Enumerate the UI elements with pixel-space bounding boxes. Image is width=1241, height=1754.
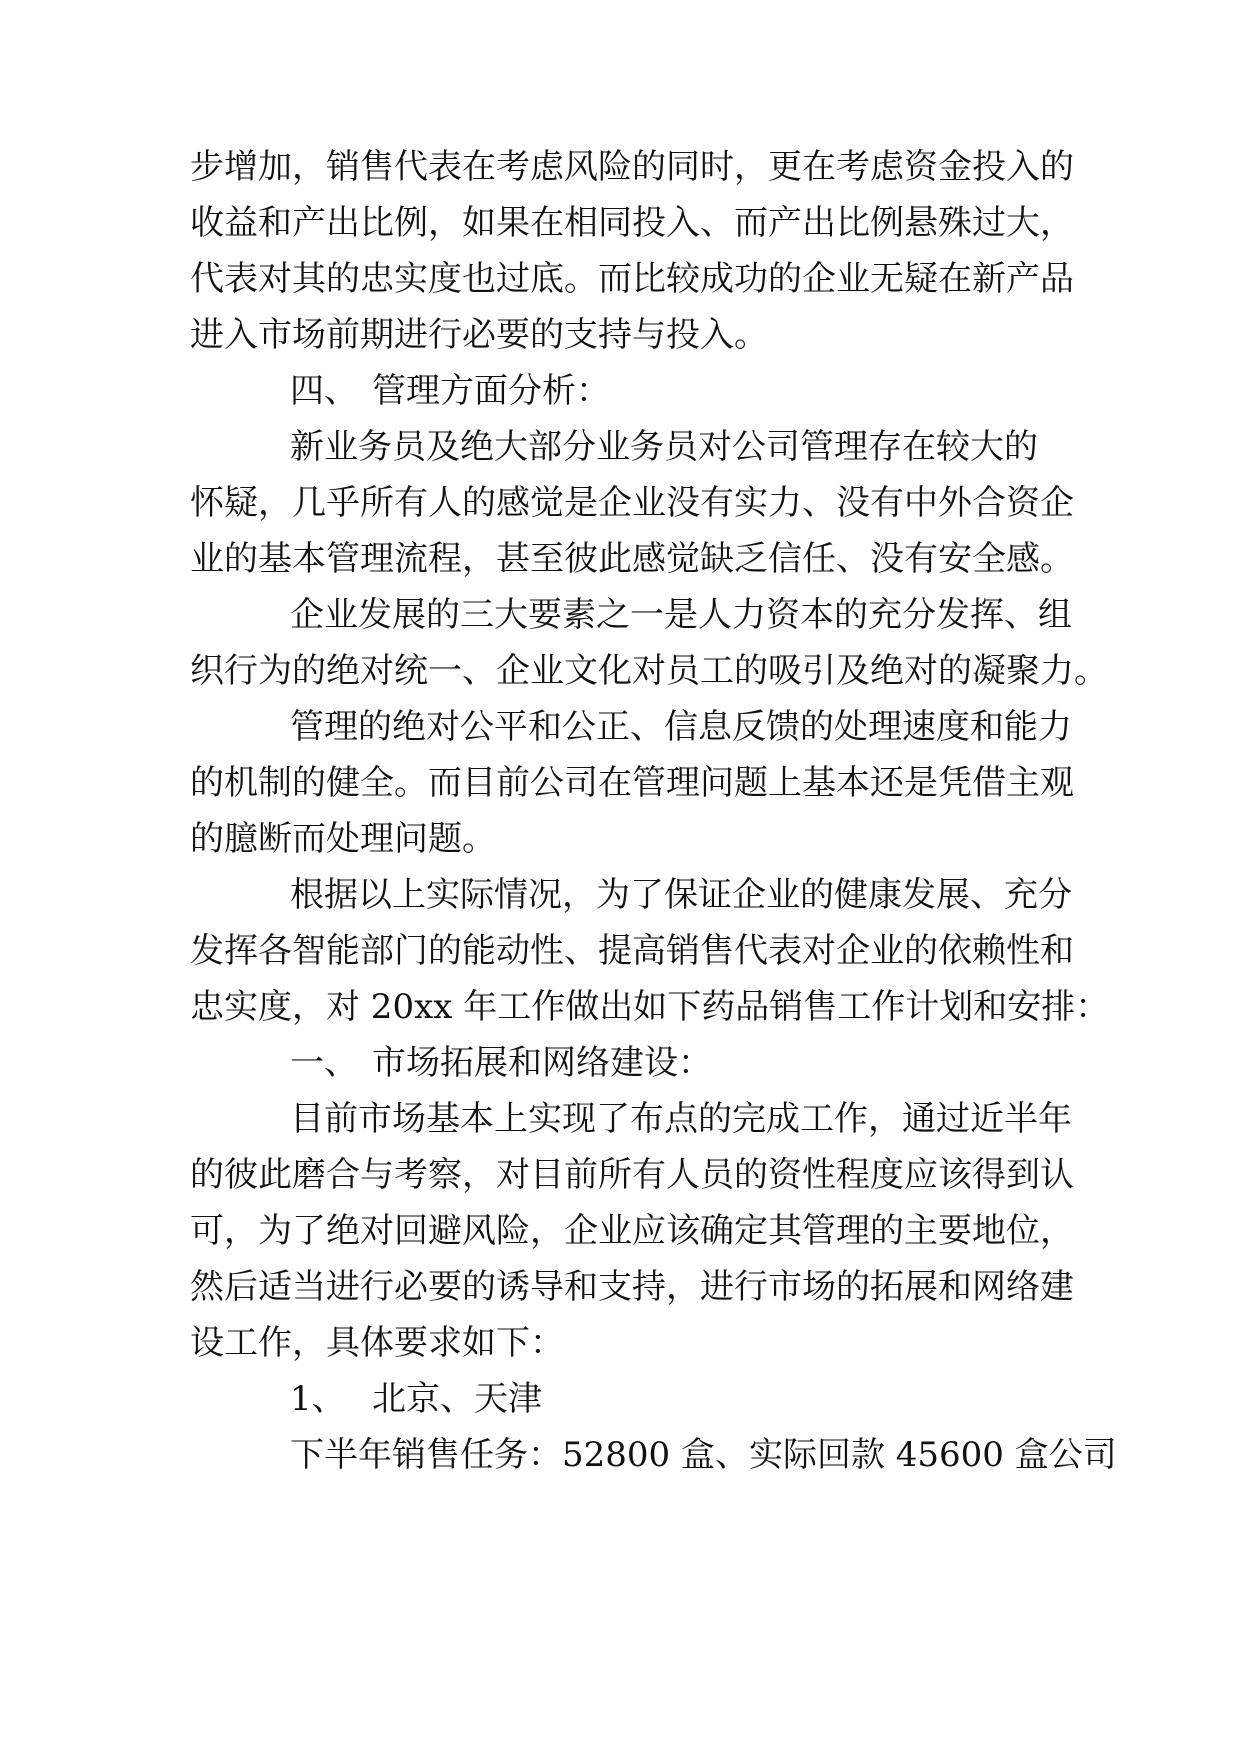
paragraph-line: 的彼此磨合与考察，对目前所有人员的资性程度应该得到认 [190,1155,1074,1195]
paragraph-line: 织行为的绝对统一、企业文化对员工的吸引及绝对的凝聚力。 [190,651,1108,691]
paragraph-line: 发挥各智能部门的能动性、提高销售代表对企业的依赖性和 [190,931,1074,971]
paragraph-line: 设工作，具体要求如下： [190,1323,564,1363]
paragraph-line: 步增加，销售代表在考虑风险的同时，更在考虑资金投入的 [190,147,1074,187]
section-heading-management [290,371,610,411]
paragraph-line: 根据以上实际情况，为了保证企业的健康发展、充分 [290,875,1072,915]
paragraph-line: 收益和产出比例，如果在相同投入、而产出比例悬殊过大， [190,203,1074,243]
heading-text: 北京、天津 [372,1379,542,1419]
heading-text: 管理方面分析： [372,371,610,411]
paragraph-line: 进入市场前期进行必要的支持与投入。 [190,315,768,355]
paragraph-line: 的臆断而处理问题。 [190,819,496,859]
paragraph-line: 然后适当进行必要的诱导和支持，进行市场的拓展和网络建 [190,1267,1074,1307]
section-heading-market [290,1043,712,1083]
heading-number: 1、 [290,1379,346,1419]
heading-number: 四、 [290,371,358,411]
paragraph-line: 企业发展的三大要素之一是人力资本的充分发挥、组 [290,595,1072,635]
heading-text: 市场拓展和网络建设： [372,1043,712,1083]
paragraph-line: 忠实度，对 20xx 年工作做出如下药品销售工作计划和安排： [190,987,1110,1027]
paragraph-line: 怀疑，几乎所有人的感觉是企业没有实力、没有中外合资企 [190,483,1074,523]
subsection-heading-beijing [290,1379,542,1419]
paragraph-line: 业的基本管理流程，甚至彼此感觉缺乏信任、没有安全感。 [190,539,1074,579]
paragraph-line: 新业务员及绝大部分业务员对公司管理存在较大的 [290,427,1038,467]
heading-number: 一、 [290,1043,358,1083]
paragraph-line: 目前市场基本上实现了布点的完成工作，通过近半年 [290,1099,1072,1139]
paragraph-line: 管理的绝对公平和公正、信息反馈的处理速度和能力 [290,707,1072,747]
paragraph-line: 的机制的健全。而目前公司在管理问题上基本还是凭借主观 [190,763,1074,803]
paragraph-line: 下半年销售任务：52800 盒、实际回款 45600 盒公司 [290,1435,1117,1475]
paragraph-line: 可，为了绝对回避风险，企业应该确定其管理的主要地位， [190,1211,1074,1251]
paragraph-line: 代表对其的忠实度也过底。而比较成功的企业无疑在新产品 [190,259,1074,299]
